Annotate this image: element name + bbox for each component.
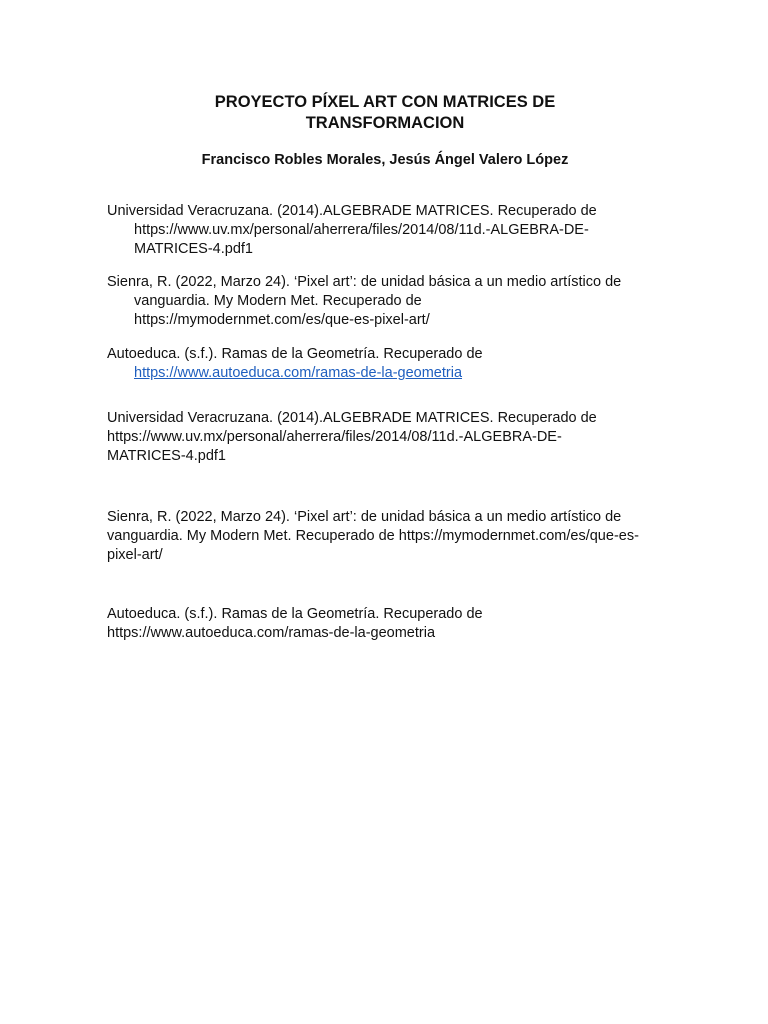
reference-line: MATRICES-4.pdf1 [107, 448, 226, 464]
reference-line: Autoeduca. (s.f.). Ramas de la Geometría. Recuperado de [107, 606, 483, 622]
reference-line: https://www.autoeduca.com/ramas-de-la-geometria [107, 625, 436, 641]
title-line-1: PROYECTO PÍXEL ART CON MATRICES DE [214, 93, 556, 111]
reference-line: vanguardia. My Modern Met. Recuperado de [134, 293, 422, 309]
reference-line: https://www.uv.mx/personal/aherrera/files/2014/08/11d.-ALGEBRA-DE- [134, 222, 589, 238]
reference-line: https://www.uv.mx/personal/aherrera/files/2014/08/11d.-ALGEBRA-DE- [107, 429, 562, 445]
autoeduca-link[interactable]: https://www.autoeduca.com/ramas-de-la-geometria [134, 365, 463, 381]
reference-link-wrapper [107, 364, 667, 383]
reference-sienra-formatted [107, 273, 667, 330]
reference-autoeduca-plain [107, 605, 667, 643]
reference-line: MATRICES-4.pdf1 [134, 241, 253, 257]
reference-line: Universidad Veracruzana. (2014).ALGEBRADE MATRICES. Recuperado de [107, 203, 597, 219]
title-line-2: TRANSFORMACION [305, 114, 465, 132]
reference-line: vanguardia. My Modern Met. Recuperado de https://mymodernmet.com/es/que-es- [107, 528, 639, 544]
reference-uv-formatted [107, 202, 667, 259]
reference-autoeduca-formatted [107, 345, 667, 383]
reference-line: Sienra, R. (2022, Marzo 24). ‘Pixel art’: de unidad básica a un medio artístico de [107, 509, 622, 525]
reference-sienra-plain [107, 508, 667, 565]
document-title [160, 92, 610, 134]
reference-line: Autoeduca. (s.f.). Ramas de la Geometría. Recuperado de [107, 346, 483, 362]
document-authors: Francisco Robles Morales, Jesús Ángel Valero López [201, 152, 569, 168]
reference-uv-plain [107, 409, 667, 466]
reference-line: pixel-art/ [107, 547, 163, 563]
reference-line: https://mymodernmet.com/es/que-es-pixel-art/ [134, 312, 430, 328]
reference-line: Sienra, R. (2022, Marzo 24). ‘Pixel art’: de unidad básica a un medio artístico de [107, 274, 622, 290]
reference-line: Universidad Veracruzana. (2014).ALGEBRADE MATRICES. Recuperado de [107, 410, 597, 426]
